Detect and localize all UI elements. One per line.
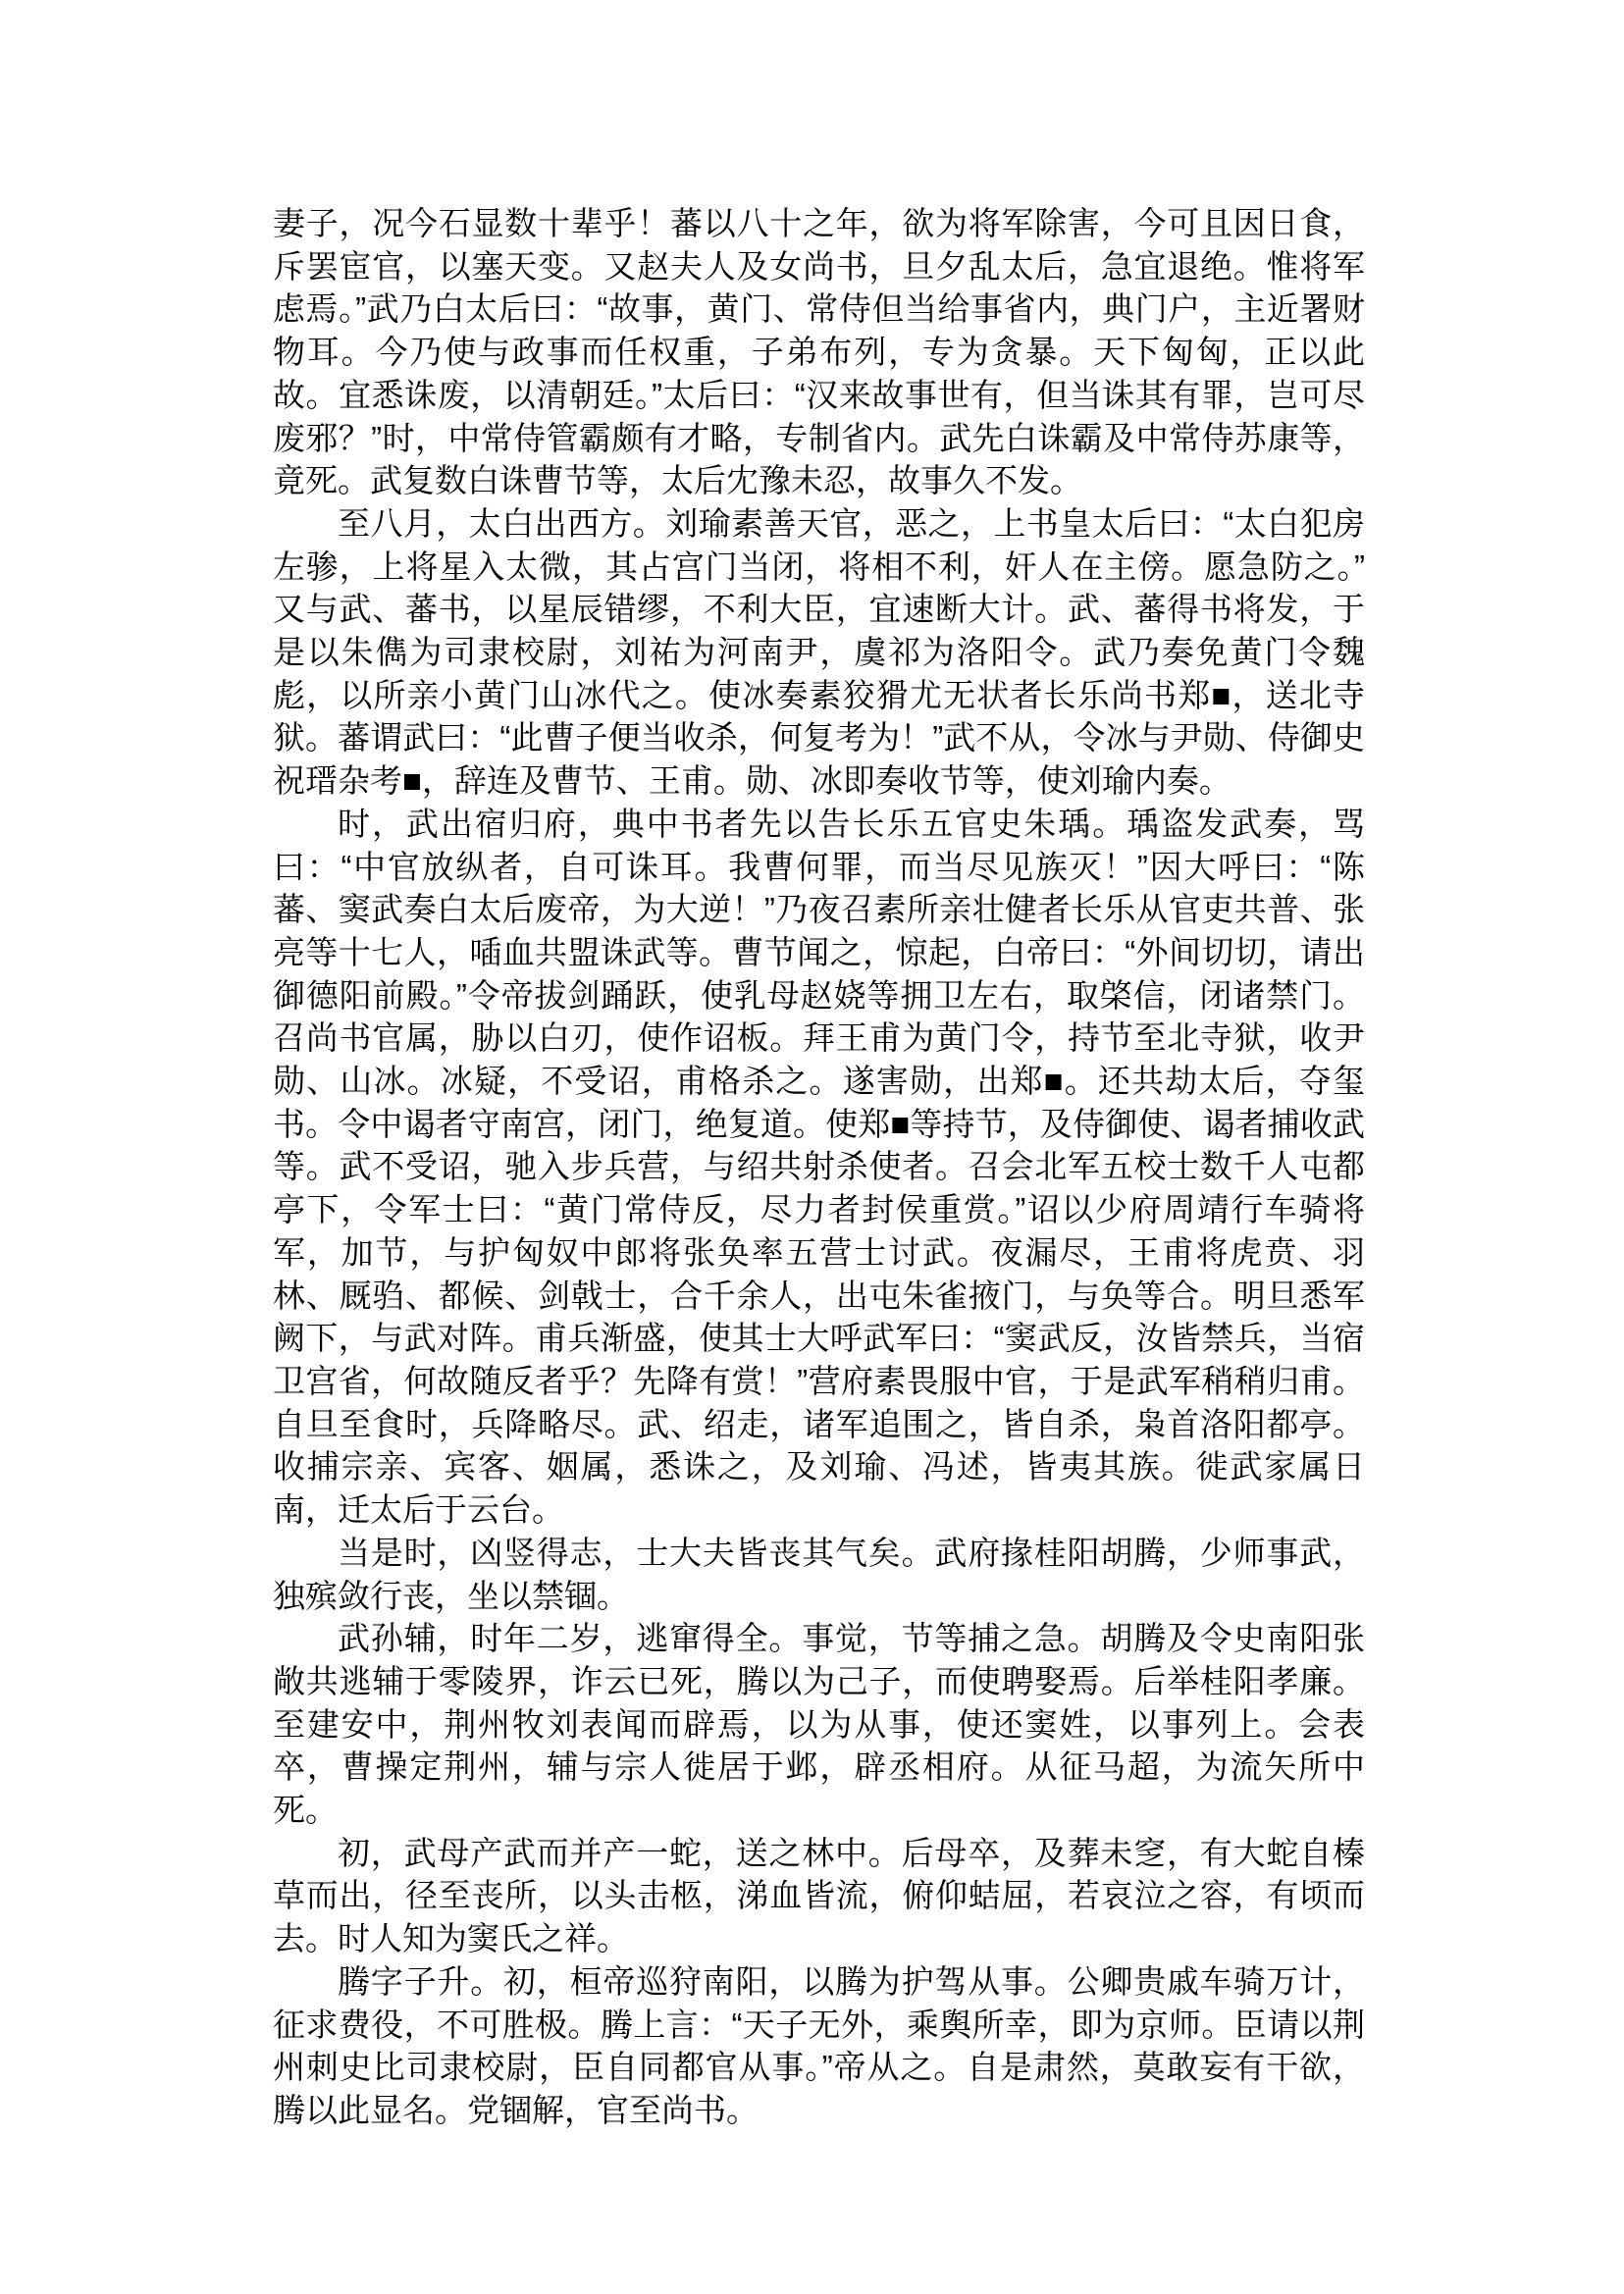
paragraph: 初，武母产武而并产一蛇，送之林中。后母卒，及葬未窆，有大蛇自榛草而出，径至丧所，以头击柩，涕血皆流，俯仰蛣屈，若哀泣之容，有顷而去。时人知为窦氏之祥。 bbox=[273, 1834, 1365, 1957]
paragraph: 武孙辅，时年二岁，逃窜得全。事觉，节等捕之急。胡腾及令史南阳张敞共逃辅于零陵界，诈云已死，腾以为己子，而使聘娶焉。后举桂阳孝廉。至建安中，荆州牧刘表闻而辟焉，以为从事，使还窦姓，以事列上。会表卒，曹操定荆州，辅与宗人徙居于邺，辟丞相府。从征马超，为流矢所中死。 bbox=[273, 1620, 1365, 1829]
paragraph: 时，武出宿归府，典中书者先以告长乐五官史朱瑀。瑀盗发武奏，骂曰：“中官放纵者，自可诛耳。我曹何罪，而当尽见族灭！”因大呼曰：“陈蕃、窦武奏白太后废帝，为大逆！”乃夜召素所亲壮健者长乐从官吏共普、张亮等十七人，喢血共盟诛武等。曹节闻之，惊起，白帝曰：“外间切切，请出御德阳前殿。”令帝拔剑踊跃，使乳母赵娆等拥卫左右，取棨信，闭诸禁门。召尚书官属，胁以白刃，使作诏板。拜王甫为黄门令，持节至北寺狱，收尹勋、山冰。冰疑，不受诏，甫格杀之。遂害勋，出郑■。还共劫太后，夺玺书。令中谒者守南宫，闭门，绝复道。使郑■等持节，及侍御使、谒者捕收武等。武不受诏，驰入步兵营，与绍共射杀使者。召会北军五校士数千人屯都亭下，令军士曰：“黄门常侍反，尽力者封侯重赏。”诏以少府周靖行车骑将军，加节，与护匈奴中郎将张奂率五营士讨武。夜漏尽，王甫将虎贲、羽林、厩驺、都候、剑戟士，合千余人，出屯朱雀掖门，与奂等合。明旦悉军阙下，与武对阵。甫兵渐盛，使其士大呼武军曰：“窦武反，汝皆禁兵，当宿卫宫省，何故随反者乎？先降有赏！”营府素畏服中官，于是武军稍稍归甫。自旦至食时，兵降略尽。武、绍走，诸军追围之，皆自杀，枭首洛阳都亭。收捕宗亲、宾客、姻属，悉诛之，及刘瑜、冯述，皆夷其族。徙武家属日南，迁太后于云台。 bbox=[273, 805, 1365, 1529]
paragraph: 当是时，凶竖得志，士大夫皆丧其气矣。武府掾桂阳胡腾，少师事武，独殡敛行丧，坐以禁锢。 bbox=[273, 1534, 1365, 1614]
paragraph: 腾字子升。初，桓帝巡狩南阳，以腾为护驾从事。公卿贵戚车骑万计，征求费役，不可胜极。腾上言：“天子无外，乘舆所幸，即为京师。臣请以荆州刺史比司隶校尉，臣自同都官从事。”帝从之。自是肃然，莫敢妄有干欲，腾以此显名。党锢解，官至尚书。 bbox=[273, 1962, 1365, 2128]
text-block bbox=[273, 202, 1365, 2132]
paragraph: 至八月，太白出西方。刘瑜素善天官，恶之，上书皇太后曰：“太白犯房左骖，上将星入太微，其占宫门当闭，将相不利，奸人在主傍。愿急防之。”又与武、蕃书，以星辰错缪，不利大臣，宜速断大计。武、蕃得书将发，于是以朱儁为司隶校尉，刘祐为河南尹，虞祁为洛阳令。武乃奏免黄门令魏彪，以所亲小黄门山冰代之。使冰奏素狡猾尤无状者长乐尚书郑■，送北寺狱。蕃谓武曰：“此曹子便当收杀，何复考为！”武不从，令冰与尹勋、侍御史祝瑨杂考■，辞连及曹节、王甫。勋、冰即奏收节等，使刘瑜内奏。 bbox=[273, 504, 1365, 800]
paragraph: 妻子，况今石显数十辈乎！蕃以八十之年，欲为将军除害，今可且因日食，斥罢宦官，以塞天变。又赵夫人及女尚书，旦夕乱太后，急宜退绝。惟将军虑焉。”武乃白太后曰：“故事，黄门、常侍但当给事省内，典门户，主近署财物耳。今乃使与政事而任权重，子弟布列，专为贪暴。天下匈匈，正以此故。宜悉诛废，以清朝廷。”太后曰：“汉来故事世有，但当诛其有罪，岂可尽废邪？”时，中常侍管霸颇有才略，专制省内。武先白诛霸及中常侍苏康等，竟死。武复数白诛曹节等，太后冘豫未忍，故事久不发。 bbox=[273, 205, 1365, 499]
